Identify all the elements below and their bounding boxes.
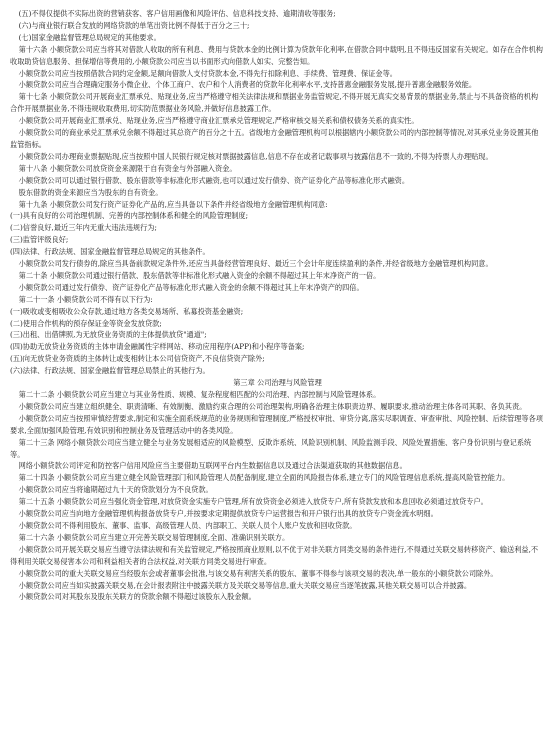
paragraph: 小额贷款公司不得利用股东、董事、监事、高级管理人员、内部职工、关联人员个人账户发放和回收贷款。: [18, 520, 357, 530]
article-17: 第十七条 小额贷款公司开展商业汇票承兑、贴现业务,应当严格遵守相关法律法规和票据业务监管规定,不得开展无真实交易背景的票据业务,禁止与不具备资格的机构合作开展票据业务,不得违规收取费用,切实防范票据业务风险,并做好信息披露工作。: [10, 92, 539, 114]
paragraph: 小额贷款公司可以通过银行借款、股东借款等非标准化形式融资,也可以通过发行债券、资产证券化产品等标准化形式融资。: [18, 175, 410, 185]
article-21: 第二十一条 小额贷款公司不得有以下行为:: [18, 294, 153, 304]
article-26: 第二十六条 小额贷款公司应当建立开完善关联交易管理制度,全面、准确识别关联方。: [18, 532, 290, 542]
article-18: 第十八条 小额贷款公司放贷资金来源限于自有资金与外部融入资金。: [18, 163, 237, 173]
article-20: 第二十条 小额贷款公司通过银行借款、股东借款等非标准化形式融入资金的余额不得超过其上年末净资产的一倍。: [18, 270, 381, 280]
article-22: 第二十二条 小额贷款公司应当建立与其业务性质、规模、复杂程度相匹配的公司治理、内部控制与风险管理体系。: [18, 390, 381, 399]
list-item: (一)具有良好的公司治理机制、完善的内部控制体系和健全的风险管理制度;: [10, 211, 249, 221]
paragraph: 小额贷款公司对其股东及股东关联方的贷款余额不得超过该股东入股金额。: [18, 592, 256, 602]
document-page: [10, 8, 545, 603]
paragraph: 小额贷款公司通过发行债券、资产证券化产品等标准化形式融入资金的余额不得超过其上年末净资产的四倍。: [18, 282, 364, 292]
list-item: (四)协助无放贷业务资质的主体申请金融属性字样网站、移动应用程序(APP)和小程序等备案;: [10, 342, 305, 352]
list-item: (三)监管评级良好;: [10, 235, 69, 245]
paragraph: (六)与商业银行联合发放的网络贷款的单笔出资比例不得低于百分之三十;: [18, 20, 250, 30]
paragraph: 小额贷款公司应当按照审慎经营要求,制定和实施全面系统规范的业务规则和管理制度,严格授权审批、审贷分离,落实尽职调查、审查审批、风险控制、后续管理等各项要求,全面加强风险管理,有效识别和控制业务及管理活动中的各类风险。: [10, 413, 543, 435]
paragraph: (五)不得仅提供不实际出资的营销获客、客户信用画像和风险评估、信息科技支持、逾期清收等服务;: [18, 9, 336, 18]
paragraph: 小额贷款公司开展商业汇票承兑、贴现业务,应当严格遵守商业汇票承兑管理规定,严格审核交易关系和债权债务关系的真实性。: [18, 116, 419, 126]
paragraph: 小额贷款公司的商业承兑汇票承兑余额不得超过其总资产的百分之十五。省级地方金融管理机构可以根据辖内小额贷款公司的内部控制等情况,对其承兑业务设置其他监管指标。: [10, 128, 539, 149]
paragraph: 小额贷款公司办理商业票据贴现,应当按照中国人民银行规定核对票据披露信息,信息不存在或者记载事项与披露信息不一致的,不得为持票人办理贴现。: [18, 151, 493, 161]
list-item: (四)法律、行政法规、国家金融监督管理总局规定的其他条件。: [10, 247, 210, 257]
list-item: (五)向无放贷业务资质的主体转让或变相转让本公司信贷资产,不良信贷资产除外;: [10, 354, 265, 364]
article-24: 第二十四条 小额贷款公司应当建立健全风险管理部门和风险管理人员配备制度,建立全面的风险报告体系,建立专门的风险管理信息系统,提高风险管控能力。: [18, 473, 510, 483]
list-item: (二)使用合作机构的预存保证金等资金发放贷款;: [10, 318, 162, 328]
chapter-title: 第三章 公司治理与风险管理: [233, 378, 322, 388]
list-item: (六)法律、行政法规、国家金融监督管理总局禁止的其他行为。: [10, 366, 210, 376]
paragraph: 小额贷款公司应当合理确定服务小微企业、个体工商户、农户和个人消费者的贷款年化利率水平,支持普惠金融服务发展,提升普惠金融服务效能。: [18, 80, 477, 90]
paragraph: (七)国家金融监督管理总局规定的其他要求。: [18, 32, 161, 42]
article-25: 第二十五条 小额贷款公司应当强化资金管理,对放贷资金实施专户管理,所有放贷资金必须进入放贷专户,所有贷款发放和本息回收必须通过放贷专户。: [18, 497, 488, 507]
paragraph: 小额贷款公司应当按照借款合同约定金额,足额向借款人支付贷款本金,不得先行扣除利息、手续费、管理费、保证金等。: [18, 68, 397, 78]
paragraph: 小额贷款公司应当如实披露关联交易,在会计报表附注中披露关联方及关联交易等信息,重大关联交易应当逐笔披露,其他关联交易可以合并披露。: [18, 580, 472, 590]
article-16: 第十六条 小额贷款公司应当将其对借款人收取的所有利息、费用与贷款本金的比例计算为贷款年化利率,在借款合同中载明,且不得违反国家有关规定。如存在合作机构收取助贷信息服务、担保增信等费用的,小额贷款公司应当以书面形式向借款人如实、完整告知。: [10, 44, 543, 66]
paragraph: 股东借款的资金来源应当为股东的自有资金。: [18, 187, 163, 197]
paragraph: 小额贷款公司开展关联交易应当遵守法律法规和有关监管规定,严格按照商业原则,以不优于对非关联方同类交易的条件进行,不得通过关联交易转移资产、输送利益,不得利用关联交易侵害本公司和利益相关者的合法权益,对关联方同类交易进行审查。: [10, 544, 539, 566]
paragraph: 小额贷款公司应当向地方金融管理机构报备放贷专户,并按要求定期提供放贷专户运营报告和开户银行出具的放贷专户资金流水明细。: [18, 509, 438, 519]
article-19: 第十九条 小额贷款公司发行资产证券化产品的,应当具备以下条件并经省级地方金融管理机构同意:: [18, 199, 328, 209]
paragraph: 网络小额贷款公司评定和防控客户信用风险应当主要借助互联网平台内生数据信息以及通过合法渠道获取的其他数据信息。: [18, 461, 407, 471]
list-item: (三)出租、出借牌照,为无放贷业务资质的主体提供放贷"通道";: [10, 330, 207, 340]
paragraph: 小额贷款公司应当建立组织健全、职责清晰、有效制衡、激励约束合理的公司治理架构,明确各治理主体职责边界、履职要求,推动治理主体各司其职、各负其责。: [18, 401, 527, 411]
list-item: (二)信誉良好,最近三年内无重大违法违规行为;: [10, 223, 157, 233]
paragraph: 小额贷款公司应当将逾期超过九十天的贷款划分为不良贷款。: [18, 485, 213, 495]
list-item: (一)吸收或变相吸收公众存款,通过地方各类交易场所、私募投资基金融资;: [10, 306, 244, 316]
article-23: 第二十三条 网络小额贷款公司应当建立健全与业务发展相适应的风险模型、反欺诈系统、风险识别机制、风险监测手段、风险处置措施、客户身份识别与登记系统等。: [10, 437, 532, 459]
paragraph: 小额贷款公司发行债券的,除应当具备前款规定条件外,还应当具备经营管理良好、最近三个会计年度连续盈利的条件,并经省级地方金融管理机构同意。: [18, 259, 493, 269]
paragraph: 小额贷款公司的重大关联交易应当经股东会或者董事会批准,与该交易有利害关系的股东、董事不得参与该项交易的表决,单一般东的小额贷款公司除外。: [18, 568, 498, 578]
